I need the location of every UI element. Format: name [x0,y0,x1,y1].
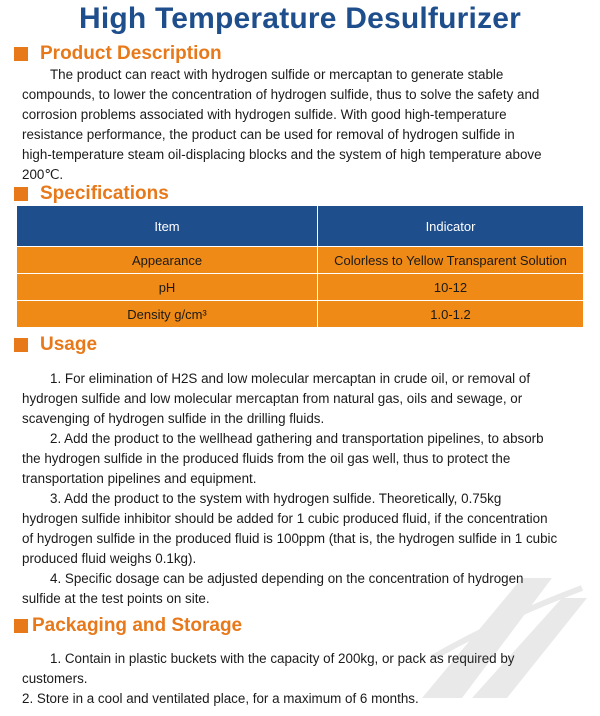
section-heading-specifications [14,183,169,205]
section-heading-label: Packaging and Storage [32,615,243,636]
square-bullet-icon [14,338,28,352]
square-bullet-icon [14,187,28,201]
table-cell-indicator: 10-12 [318,274,584,301]
text-line: hydrogen sulfide and low molecular mercaptan from natural gas, oils and sewage, or [22,391,523,406]
text-line: resistance performance, the product can be used for removal of hydrogen sulfide in [22,127,515,142]
text-line: 2. Add the product to the wellhead gathering and transportation pipelines, to absorb [50,431,544,446]
text-line: sulfide at the test points on site. [22,591,210,606]
text-line: corrosion problems associated with hydrogen sulfide. With good high-temperature [22,107,507,122]
section-heading-label: Product Description [40,43,222,64]
square-bullet-icon [14,619,28,633]
text-line: high-temperature steam oil-displacing blocks and the system of high temperature above [22,147,542,162]
text-line: 1. For elimination of H2S and low molecular mercaptan in crude oil, or removal of [50,371,531,386]
text-line: 1. Contain in plastic buckets with the capacity of 200kg, or pack as required by [50,651,515,666]
text-line: of hydrogen sulfide in the produced fluid is 100ppm (that is, the hydrogen sulfide in 1 cubic [22,531,558,546]
text-line: customers. [22,671,88,686]
section-heading-label: Specifications [40,183,169,204]
text-line: the hydrogen sulfide in the produced fluids from the oil gas well, thus to protect the [22,451,511,466]
text-line: compounds, to lower the concentration of hydrogen sulfide, thus to solve the safety and [22,87,540,102]
text-line: scavenging of hydrogen sulfide in the drilling fluids. [22,411,325,426]
text-line: 4. Specific dosage can be adjusted depending on the concentration of hydrogen [50,571,524,586]
watermark-logo-icon [402,558,592,708]
table-cell-item: Appearance [17,247,318,274]
page-title: High Temperature Desulfurizer [78,2,521,35]
text-line: produced fluid weighs 0.1kg). [22,551,197,566]
section-heading-product-description [14,43,222,65]
table-header-row [17,206,584,247]
table-row [17,274,584,301]
table-cell-item: Density g/cm³ [17,301,318,328]
column-header-item: Item [17,206,318,247]
table-cell-indicator: Colorless to Yellow Transparent Solution [318,247,584,274]
table-cell-item: pH [17,274,318,301]
section-heading-usage [14,334,97,356]
text-line: 2. Store in a cool and ventilated place, for a maximum of 6 months. [22,691,419,706]
table-row [17,301,584,328]
specifications-table [16,205,584,328]
square-bullet-icon [14,47,28,61]
table-cell-indicator: 1.0-1.2 [318,301,584,328]
text-line: 200℃. [22,167,64,182]
section-heading-label: Usage [40,334,98,355]
text-line: The product can react with hydrogen sulfide or mercaptan to generate stable [50,67,504,82]
column-header-indicator: Indicator [318,206,584,247]
text-line: hydrogen sulfide inhibitor should be added for 1 cubic produced fluid, if the concentration [22,511,548,526]
text-line: 3. Add the product to the system with hydrogen sulfide. Theoretically, 0.75kg [50,491,502,506]
table-row [17,247,584,274]
text-line: transportation pipelines and equipment. [22,471,257,486]
section-heading-packaging [14,615,242,637]
product-description-text [22,65,587,185]
